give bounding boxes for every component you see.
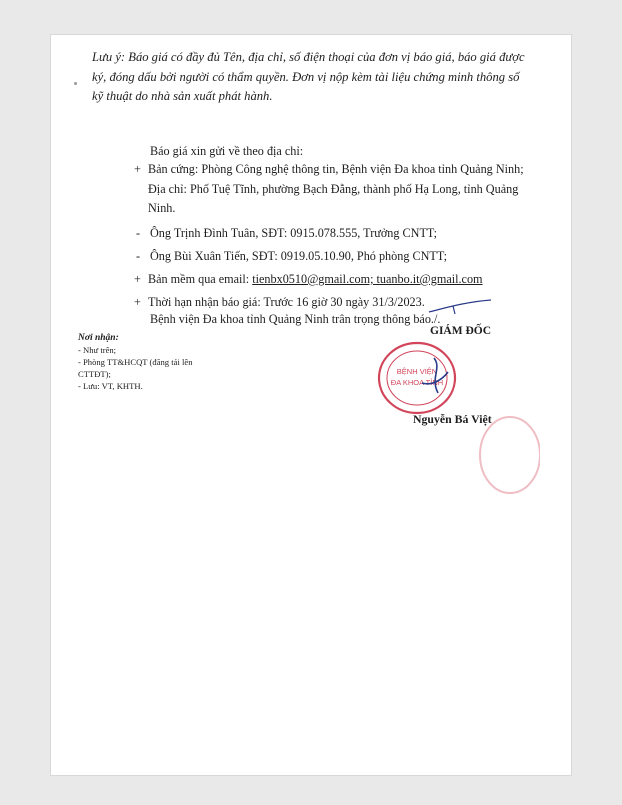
signer-title: GIÁM ĐỐC [430,325,492,337]
soft-copy-label: Bản mềm qua email: [148,272,253,286]
signer-name: Nguyễn Bá Việt [413,412,492,426]
note-paragraph: Lưu ý: Báo giá có đầy đủ Tên, địa chỉ, số điện thoại của đơn vị báo giá, báo giá được ký, đóng dấu bởi người có thẩm quyền. Đơn vị nộp kèm tài liệu chứng minh thông số kỹ thuật do nhà sản xuất phát hành. [92,50,525,103]
contact-1: - Ông Trịnh Đình Tuân, SĐT: 0915.078.555, Trưởng CNTT; [136,226,438,240]
contact-2: - Ông Bùi Xuân Tiến, SĐT: 0919.05.10.90, Phó phòng CNTT; [136,249,447,263]
soft-copy-item: + Bản mềm qua email: tienbx0510@gmail.com; tuanbo.it@gmail.com [134,272,483,286]
hard-copy-text: Bản cứng: Phòng Công nghệ thông tin, Bệnh viện Đa khoa tỉnh Quảng Ninh; Địa chỉ: Phố Tuệ Tĩnh, phường Bạch Đằng, thành phố Hạ Long, tỉnh Quảng Ninh. [148,162,524,215]
deadline-item: + Thời hạn nhận báo giá: Trước 16 giờ 30 ngày 31/3/2023. [134,295,425,309]
closing-line: Bệnh viện Đa khoa tỉnh Quảng Ninh trân trọng thông báo./. [150,312,441,326]
contact-2-text: Ông Bùi Xuân Tiến, SĐT: 0919.05.10.90, Phó phòng CNTT; [150,249,447,263]
recipient-line: - Như trên; [78,345,117,355]
stamp-line-2: ĐA KHOA TỈNH [390,378,444,387]
deadline-text: Thời hạn nhận báo giá: Trước 16 giờ 30 ngày 31/3/2023. [148,295,425,309]
recipient-line: - Lưu: VT, KHTH. [78,381,143,391]
hard-copy-item [134,160,534,219]
scan-dot [74,82,77,85]
recipients-title: Nơi nhận: [78,333,119,343]
recipient-line: - Phòng TT&HCQT (đăng tải lên [78,357,193,367]
stamp-line-1: BỆNH VIỆN [396,367,438,376]
plus-bullet: + [134,162,141,176]
signature-flourish [425,296,495,320]
contact-1-text: Ông Trịnh Đình Tuân, SĐT: 0915.078.555, Trưởng CNTT; [150,226,438,240]
recipients-block [78,332,218,392]
recipient-line: CTTĐT); [78,369,111,379]
red-seal-stamp [372,338,462,418]
email-links[interactable]: tienbx0510@gmail.com; tuanbo.it@gmail.com [252,272,483,286]
send-to-heading: Báo giá xin gửi về theo địa chỉ: [150,144,304,158]
document-page [50,34,572,776]
